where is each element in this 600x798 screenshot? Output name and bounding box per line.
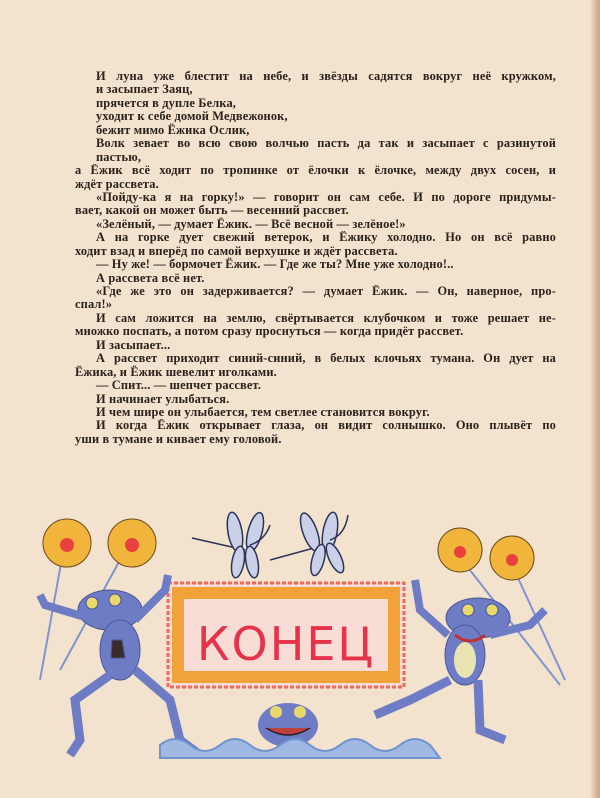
- text-line: ждёт рассвета.: [75, 176, 159, 191]
- text-line: А на горке дует свежий ветерок, и Ёжику холодно. Но он всё равно: [96, 231, 556, 245]
- text-line: прячется в дупле Белка,: [96, 95, 237, 110]
- dragonfly-icon: [192, 511, 270, 579]
- text-line: — Ну же! — бормочет Ёжик. — Где же ты? Мне уже холодно!..: [96, 257, 454, 272]
- text-line: И луна уже блестит на небе, и звёзды садятся вокруг неё кружком,: [96, 70, 556, 83]
- text-line: и засыпает Заяц,: [96, 82, 193, 97]
- text-line: вает, какой он может быть — весенний рассвет.: [75, 203, 349, 218]
- text-line: уходит к себе домой Медвежонок,: [96, 109, 288, 124]
- text-line: — Спит... — шепчет рассвет.: [96, 378, 262, 393]
- text-line: А рассвета всё нет.: [96, 270, 205, 285]
- text-line: множко поспать, а потом сразу проснуться — когда придёт рассвет.: [75, 324, 464, 339]
- text-line: бежит мимо Ёжика Ослик,: [96, 122, 250, 137]
- text-line: а Ёжик всё ходит по тропинке от ёлочки к ёлочке, между двух сосен, и: [75, 164, 556, 178]
- text-line: А рассвет приходит синий-синий, в белых клочьях тумана. Он дует на: [96, 352, 556, 366]
- text-line: И чем шире он улыбается, тем светлее становится вокруг.: [96, 404, 430, 419]
- flower-icon: [490, 536, 534, 580]
- end-title: КОНЕЦ: [196, 617, 376, 671]
- text-line: пастью,: [96, 149, 142, 164]
- end-frame: [168, 583, 404, 687]
- text-line: «Где же это он задерживается? — думает Ёжик. — Он, наверное, про-: [96, 285, 556, 298]
- text-line: Ёжика, и Ёжик шевелит иголками.: [75, 364, 277, 379]
- water-waves: [160, 739, 440, 758]
- story-text: [75, 70, 556, 446]
- text-line: И начинает улыбаться.: [96, 391, 230, 406]
- text-line: Волк зевает во всю свою волчью пасть да так и засыпает с разинутой: [96, 137, 556, 151]
- text-line: И засыпает...: [96, 337, 171, 352]
- flower-icon: [43, 519, 91, 567]
- flower-icon: [438, 528, 482, 572]
- end-illustration: [0, 500, 600, 798]
- text-line: «Зелёный, — думает Ёжик. — Всё весной — зелёное!»: [96, 216, 406, 231]
- text-line: уши в тумане и кивает ему головой.: [75, 431, 282, 446]
- flowers: [43, 519, 534, 580]
- text-line: И сам ложится на землю, свёртывается клубочком и тоже решает не-: [96, 311, 556, 325]
- text-line: «Пойду-ка я на горку!» — говорит он сам себе. И по дороге придумы-: [96, 190, 556, 204]
- text-line: И когда Ёжик открывает глаза, он видит солнышко. Оно плывёт по: [96, 419, 556, 433]
- flower-icon: [108, 519, 156, 567]
- dragonfly-icon: [270, 511, 348, 577]
- text-line: спал!»: [75, 297, 113, 312]
- text-line: ходит взад и вперёд по самой верхушке и ждёт рассвета.: [75, 243, 398, 258]
- dragonflies: [192, 511, 348, 579]
